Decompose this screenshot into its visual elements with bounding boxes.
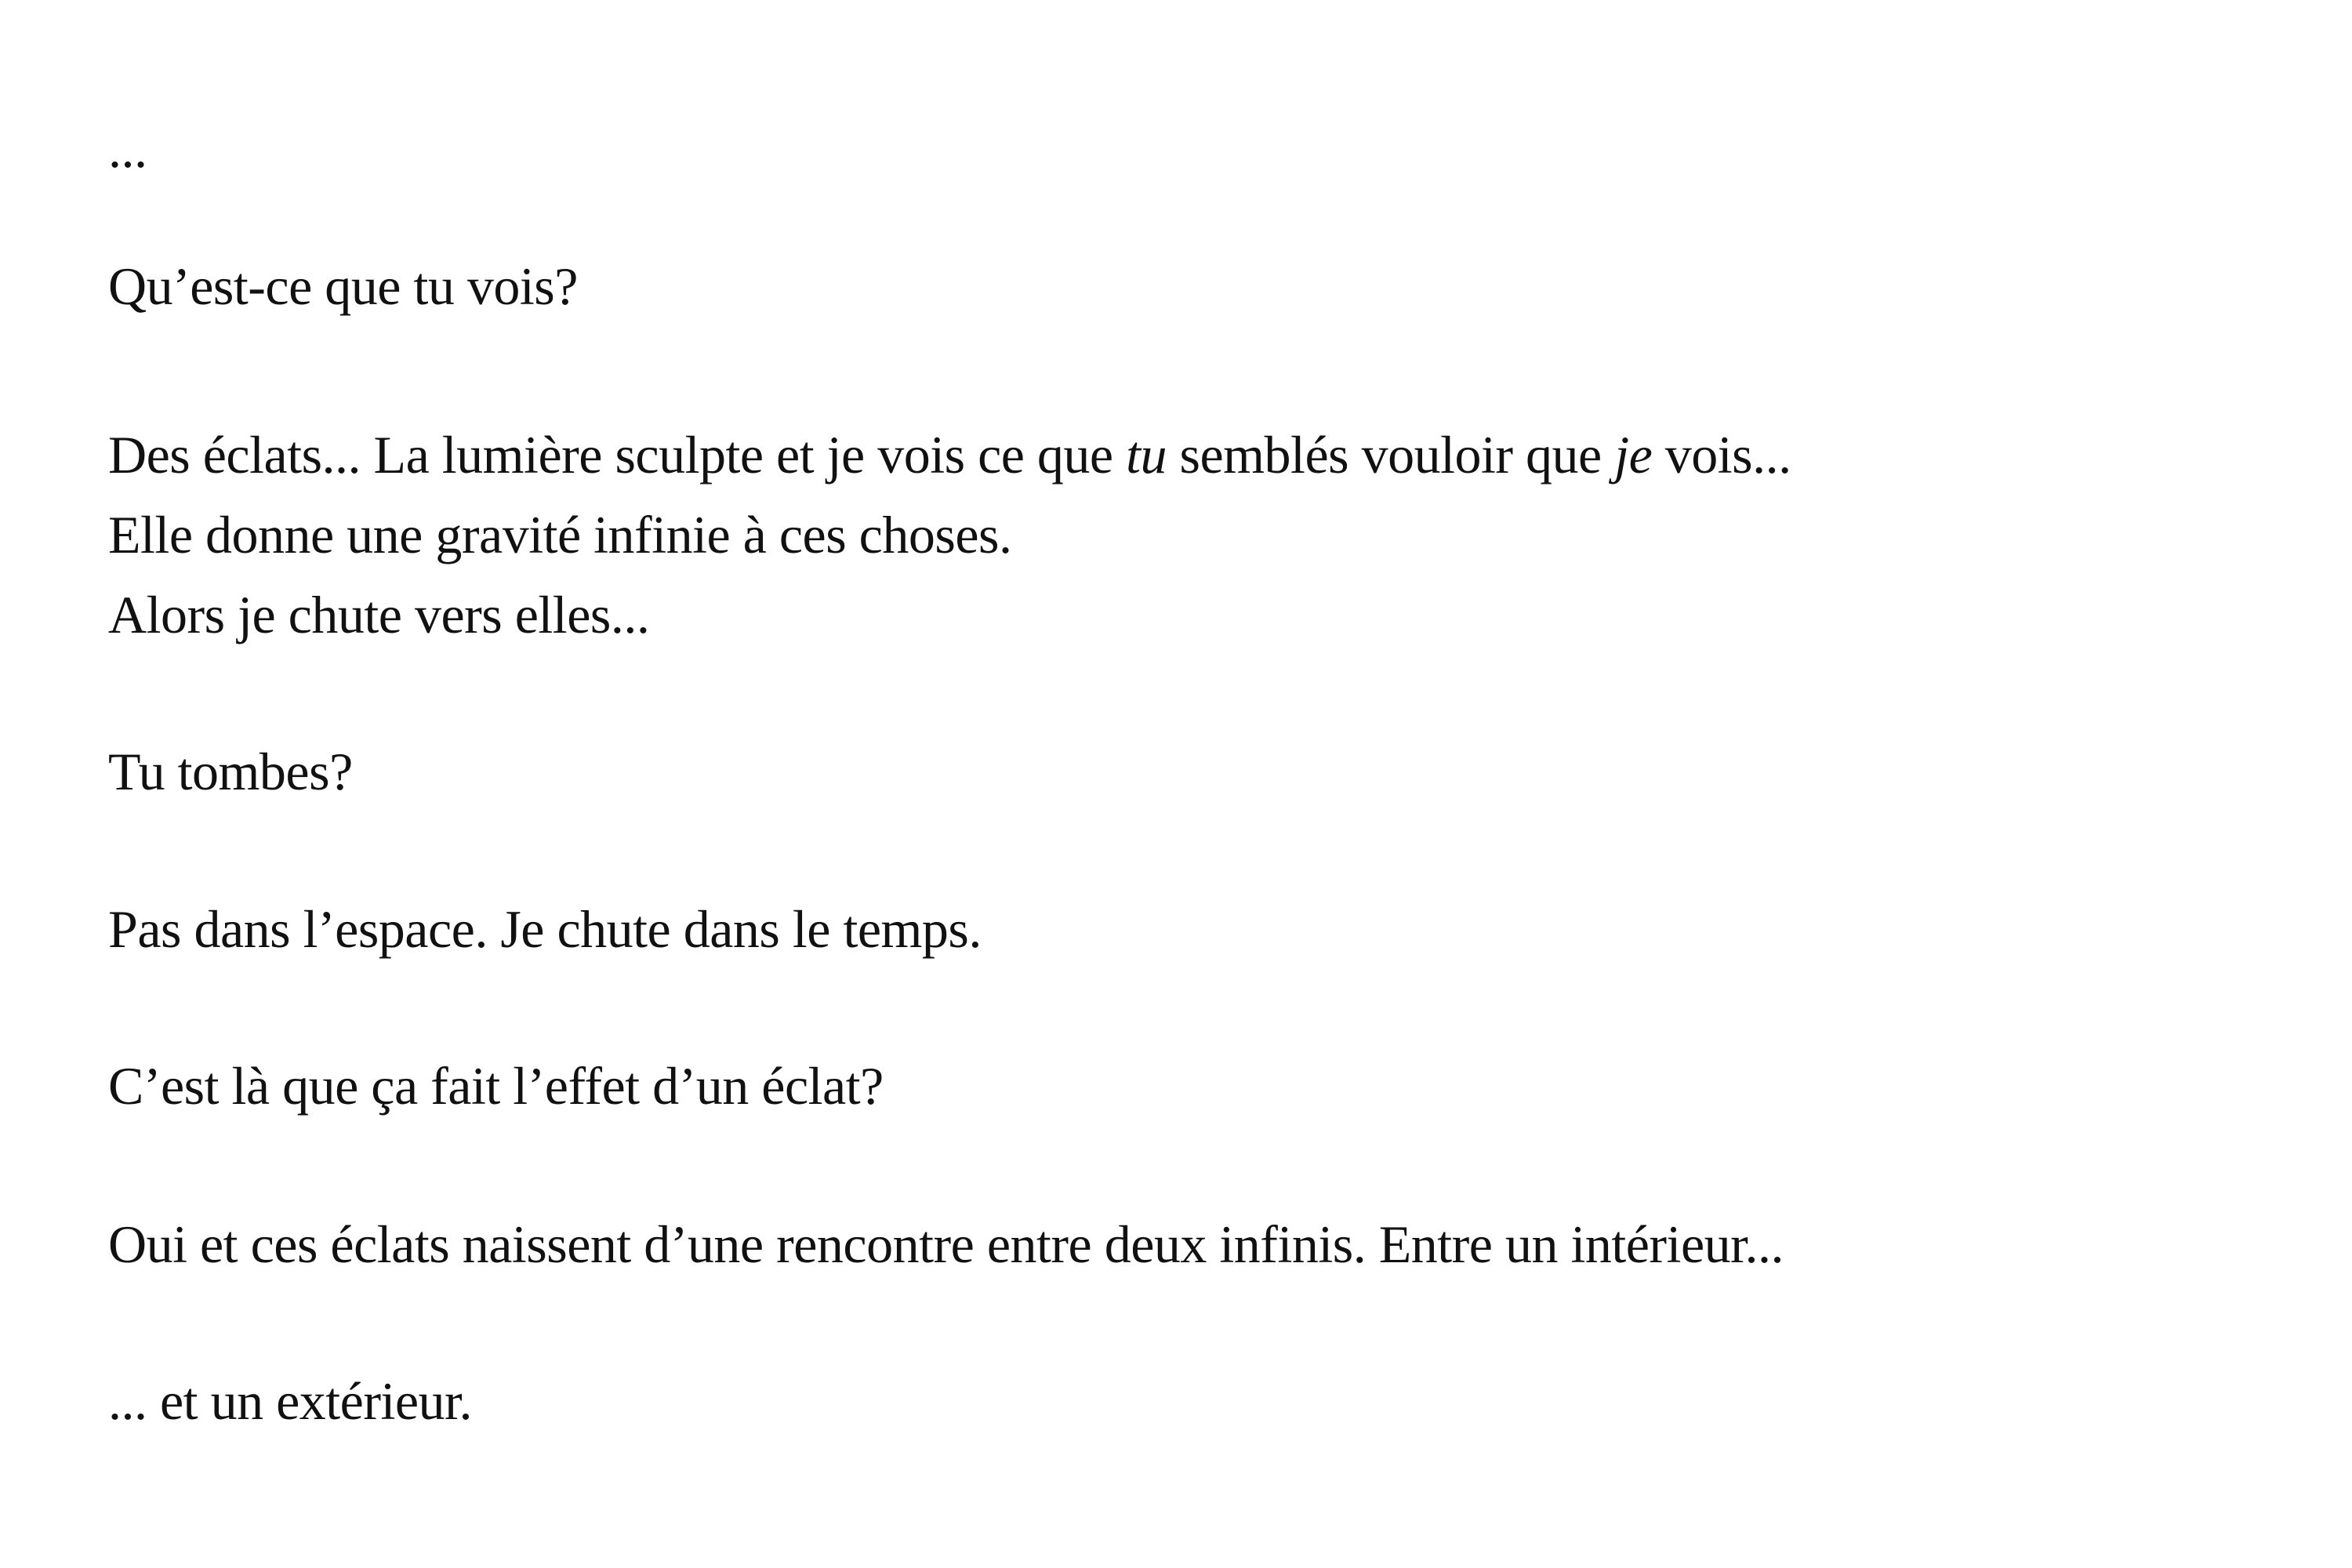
closing-line: ... et un extérieur. xyxy=(108,1371,472,1431)
answer-not-in-space: Pas dans l’espace. Je chute dans le temps. xyxy=(108,899,982,959)
answer-line-3: Alors je chute vers elles... xyxy=(108,585,650,644)
answer-two-infinities: Oui et ces éclats naissent d’une rencontre entre deux infinis. Entre un intérieur... xyxy=(108,1214,1784,1274)
answer-line-2: Elle donne une gravité infinie à ces choses. xyxy=(108,505,1012,564)
emphasis-tu: tu xyxy=(1126,425,1167,485)
answer-line-1-part-2: semblés vouloir que xyxy=(1167,425,1615,485)
answer-line-1-part-1: Des éclats... La lumière sculpte et je vois ce que xyxy=(108,425,1127,485)
question-do-you-fall: Tu tombes? xyxy=(108,742,353,801)
question-effect-of-shard: C’est là que ça fait l’effet d’un éclat? xyxy=(108,1056,884,1116)
ellipsis-line: ... xyxy=(108,119,147,179)
emphasis-je: je xyxy=(1614,425,1653,485)
answer-line-1 xyxy=(108,423,1791,486)
question-what-do-you-see: Qu’est-ce que tu vois? xyxy=(108,256,578,316)
answer-line-1-part-3: vois... xyxy=(1652,425,1791,485)
